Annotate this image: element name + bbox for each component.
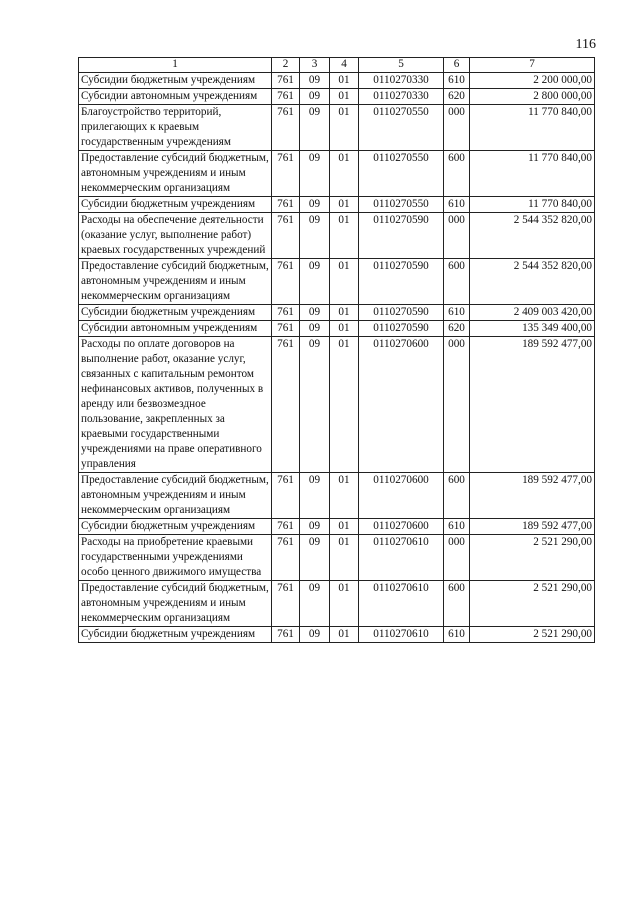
cell-ved: 761 <box>272 105 300 151</box>
header-cell-vr: 6 <box>444 58 470 73</box>
table-row <box>79 321 595 337</box>
cell-amount: 11 770 840,00 <box>470 105 595 151</box>
cell-ved: 761 <box>272 151 300 197</box>
cell-vr: 600 <box>444 259 470 305</box>
table-row <box>79 627 595 643</box>
cell-rz: 09 <box>300 105 330 151</box>
cell-amount: 135 349 400,00 <box>470 321 595 337</box>
table-row <box>79 535 595 581</box>
cell-csr: 0110270600 <box>359 473 444 519</box>
cell-amount: 2 521 290,00 <box>470 581 595 627</box>
cell-name: Субсидии бюджетным учреждениям <box>79 519 272 535</box>
cell-rz: 09 <box>300 259 330 305</box>
cell-vr: 000 <box>444 213 470 259</box>
cell-csr: 0110270330 <box>359 89 444 105</box>
cell-amount: 11 770 840,00 <box>470 197 595 213</box>
cell-csr: 0110270590 <box>359 213 444 259</box>
cell-ved: 761 <box>272 213 300 259</box>
cell-vr: 610 <box>444 197 470 213</box>
cell-ved: 761 <box>272 197 300 213</box>
cell-csr: 0110270590 <box>359 259 444 305</box>
cell-name: Предоставление субсидий бюджетным, автономным учреждениям и иным некоммерческим организациям <box>79 581 272 627</box>
cell-ved: 761 <box>272 73 300 89</box>
cell-ved: 761 <box>272 535 300 581</box>
cell-csr: 0110270610 <box>359 627 444 643</box>
cell-name: Субсидии бюджетным учреждениям <box>79 305 272 321</box>
header-cell-amount: 7 <box>470 58 595 73</box>
table-row <box>79 259 595 305</box>
cell-amount: 11 770 840,00 <box>470 151 595 197</box>
cell-rz: 09 <box>300 151 330 197</box>
table-row <box>79 197 595 213</box>
cell-ved: 761 <box>272 581 300 627</box>
cell-vr: 620 <box>444 89 470 105</box>
cell-rz: 09 <box>300 197 330 213</box>
cell-name: Субсидии бюджетным учреждениям <box>79 197 272 213</box>
cell-vr: 000 <box>444 105 470 151</box>
cell-name: Субсидии бюджетным учреждениям <box>79 73 272 89</box>
cell-name: Предоставление субсидий бюджетным, автономным учреждениям и иным некоммерческим организациям <box>79 259 272 305</box>
header-cell-name: 1 <box>79 58 272 73</box>
cell-ved: 761 <box>272 627 300 643</box>
cell-vr: 000 <box>444 535 470 581</box>
table-row <box>79 305 595 321</box>
table-row <box>79 213 595 259</box>
cell-amount: 2 800 000,00 <box>470 89 595 105</box>
cell-name: Субсидии бюджетным учреждениям <box>79 627 272 643</box>
cell-rz: 09 <box>300 535 330 581</box>
cell-ved: 761 <box>272 519 300 535</box>
cell-name: Предоставление субсидий бюджетным, автономным учреждениям и иным некоммерческим организациям <box>79 151 272 197</box>
cell-rz: 09 <box>300 581 330 627</box>
budget-table <box>78 57 595 643</box>
cell-csr: 0110270330 <box>359 73 444 89</box>
cell-csr: 0110270610 <box>359 581 444 627</box>
cell-pr: 01 <box>330 473 359 519</box>
cell-pr: 01 <box>330 259 359 305</box>
cell-csr: 0110270610 <box>359 535 444 581</box>
table-row <box>79 337 595 473</box>
cell-vr: 620 <box>444 321 470 337</box>
cell-ved: 761 <box>272 259 300 305</box>
cell-pr: 01 <box>330 73 359 89</box>
cell-rz: 09 <box>300 519 330 535</box>
cell-ved: 761 <box>272 89 300 105</box>
cell-amount: 2 200 000,00 <box>470 73 595 89</box>
cell-amount: 2 544 352 820,00 <box>470 259 595 305</box>
cell-vr: 000 <box>444 337 470 473</box>
cell-vr: 610 <box>444 627 470 643</box>
cell-vr: 610 <box>444 519 470 535</box>
cell-amount: 2 521 290,00 <box>470 535 595 581</box>
table-row <box>79 105 595 151</box>
cell-pr: 01 <box>330 89 359 105</box>
cell-vr: 600 <box>444 473 470 519</box>
cell-csr: 0110270550 <box>359 197 444 213</box>
table-row <box>79 581 595 627</box>
cell-pr: 01 <box>330 151 359 197</box>
header-cell-rz: 3 <box>300 58 330 73</box>
cell-name: Расходы на обеспечение деятельности (оказание услуг, выполнение работ) краевых государственных учреждений <box>79 213 272 259</box>
cell-vr: 610 <box>444 305 470 321</box>
cell-pr: 01 <box>330 581 359 627</box>
cell-vr: 600 <box>444 581 470 627</box>
cell-rz: 09 <box>300 73 330 89</box>
cell-pr: 01 <box>330 105 359 151</box>
table-row <box>79 151 595 197</box>
cell-name: Расходы на приобретение краевыми государственными учреждениями особо ценного движимого имущества <box>79 535 272 581</box>
table-row <box>79 89 595 105</box>
header-cell-csr: 5 <box>359 58 444 73</box>
cell-pr: 01 <box>330 321 359 337</box>
cell-csr: 0110270590 <box>359 321 444 337</box>
cell-name: Расходы по оплате договоров на выполнение работ, оказание услуг, связанных с капитальным ремонтом нефинансовых активов, полученных в аренду или безвозмездное пользование, закрепленных за краевыми государственными учреждениями на праве оперативного управления <box>79 337 272 473</box>
cell-amount: 2 409 003 420,00 <box>470 305 595 321</box>
header-cell-pr: 4 <box>330 58 359 73</box>
cell-pr: 01 <box>330 519 359 535</box>
table-row <box>79 73 595 89</box>
table-body <box>79 73 595 643</box>
cell-csr: 0110270550 <box>359 151 444 197</box>
cell-pr: 01 <box>330 337 359 473</box>
cell-rz: 09 <box>300 89 330 105</box>
cell-ved: 761 <box>272 337 300 473</box>
cell-vr: 610 <box>444 73 470 89</box>
cell-pr: 01 <box>330 627 359 643</box>
cell-ved: 761 <box>272 321 300 337</box>
cell-rz: 09 <box>300 321 330 337</box>
cell-pr: 01 <box>330 535 359 581</box>
cell-rz: 09 <box>300 213 330 259</box>
cell-rz: 09 <box>300 337 330 473</box>
header-row <box>79 58 595 73</box>
header-cell-ved: 2 <box>272 58 300 73</box>
cell-csr: 0110270590 <box>359 305 444 321</box>
cell-rz: 09 <box>300 473 330 519</box>
table-row <box>79 519 595 535</box>
page-number: 116 <box>575 37 596 52</box>
cell-amount: 189 592 477,00 <box>470 337 595 473</box>
cell-ved: 761 <box>272 305 300 321</box>
cell-vr: 600 <box>444 151 470 197</box>
cell-amount: 189 592 477,00 <box>470 473 595 519</box>
cell-csr: 0110270600 <box>359 519 444 535</box>
cell-amount: 2 521 290,00 <box>470 627 595 643</box>
cell-name: Субсидии автономным учреждениям <box>79 321 272 337</box>
cell-csr: 0110270550 <box>359 105 444 151</box>
table-row <box>79 473 595 519</box>
cell-amount: 2 544 352 820,00 <box>470 213 595 259</box>
cell-amount: 189 592 477,00 <box>470 519 595 535</box>
cell-pr: 01 <box>330 197 359 213</box>
cell-name: Благоустройство территорий, прилегающих к краевым государственным учреждениям <box>79 105 272 151</box>
cell-name: Субсидии автономным учреждениям <box>79 89 272 105</box>
cell-pr: 01 <box>330 305 359 321</box>
cell-csr: 0110270600 <box>359 337 444 473</box>
cell-ved: 761 <box>272 473 300 519</box>
cell-pr: 01 <box>330 213 359 259</box>
cell-name: Предоставление субсидий бюджетным, автономным учреждениям и иным некоммерческим организациям <box>79 473 272 519</box>
cell-rz: 09 <box>300 627 330 643</box>
cell-rz: 09 <box>300 305 330 321</box>
